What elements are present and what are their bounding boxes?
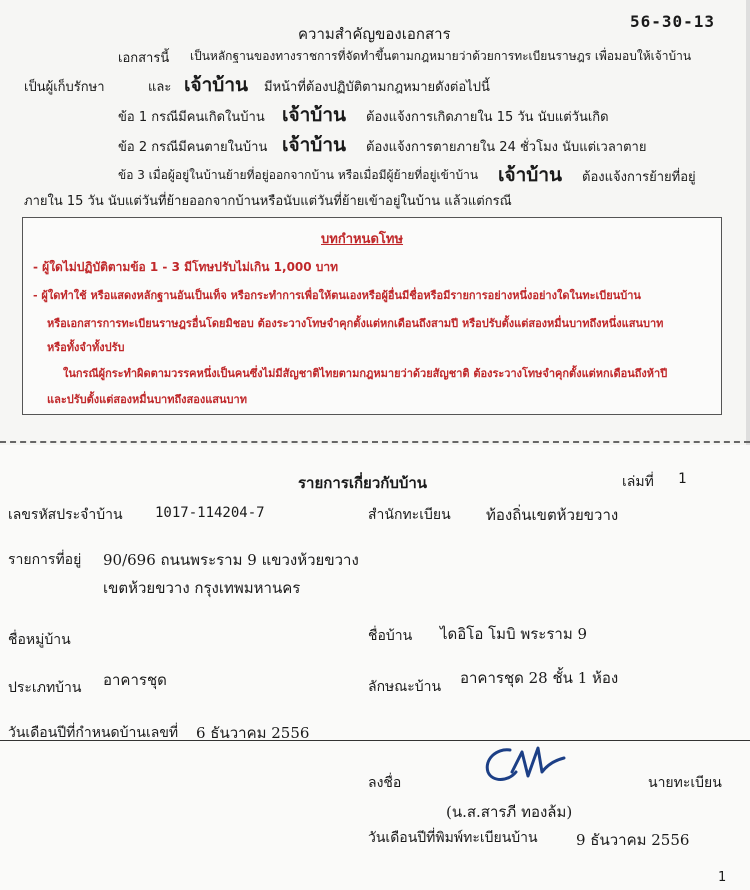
print-date-value: 9 ธันวาคม 2556 <box>576 831 690 849</box>
penalty-title: บทกำหนดโทษ <box>321 232 404 247</box>
house-section-title: รายการเกี่ยวกับบ้าน <box>298 474 428 492</box>
importance-p2-b: และ <box>148 80 172 95</box>
item2-duty: ต้องแจ้งการตายภายใน 24 ชั่วโมง นับแต่เวลาตาย <box>366 140 647 155</box>
tear-line <box>0 441 750 443</box>
village-label: ชื่อหมู่บ้าน <box>8 632 71 648</box>
house-code-label: เลขรหัสประจำบ้าน <box>8 507 123 523</box>
print-date-label: วันเดือนปีที่พิมพ์ทะเบียนบ้าน <box>368 830 538 846</box>
penalty-box <box>22 217 722 415</box>
importance-title: ความสำคัญของเอกสาร <box>298 25 451 43</box>
penalty-line-6: และปรับตั้งแต่สองหมื่นบาทถึงสองแสนบาท <box>47 393 247 406</box>
sign-label: ลงชื่อ <box>368 775 402 791</box>
registry-label: สำนักทะเบียน <box>368 507 451 523</box>
house-name-value: ไดอิโอ โมบิ พระราม 9 <box>440 625 588 643</box>
penalty-line-2: - ผู้ใดทำใช้ หรือแสดงหลักฐานอันเป็นเท็จ หรือกระทำการเพื่อให้ตนเองหรือผู้อื่นมีชื่อหรือมีรายการอย่างหนึ่งอย่างใดในทะเบียนบ้าน <box>33 289 641 302</box>
item3-duty: ต้องแจ้งการย้ายที่อยู่ <box>582 170 696 185</box>
item1-owner: เจ้าบ้าน <box>282 104 347 126</box>
item3-owner: เจ้าบ้าน <box>498 164 563 186</box>
importance-p2-a: เป็นผู้เก็บรักษา <box>24 80 105 95</box>
house-type-label: ประเภทบ้าน <box>8 680 82 696</box>
page-number: 1 <box>718 870 727 885</box>
address-line-2: เขตห้วยขวาง กรุงเทพมหานคร <box>103 579 301 597</box>
house-code-value: 1017-114204-7 <box>155 505 265 521</box>
registrar-signature <box>478 742 570 788</box>
assigned-date-value: 6 ธันวาคม 2556 <box>196 724 310 742</box>
volume-value: 1 <box>678 471 687 487</box>
section-divider <box>0 740 750 741</box>
item1-condition: ข้อ 1 กรณีมีคนเกิดในบ้าน <box>118 110 265 125</box>
importance-p2-owner: เจ้าบ้าน <box>184 74 249 96</box>
item1-duty: ต้องแจ้งการเกิดภายใน 15 วัน นับแต่วันเกิด <box>366 110 609 125</box>
registry-value: ท้องถิ่นเขตห้วยขวาง <box>486 506 619 524</box>
house-style-value: อาคารชุด 28 ชั้น 1 ห้อง <box>460 669 619 687</box>
volume-label: เล่มที่ <box>622 474 654 490</box>
item2-condition: ข้อ 2 กรณีมีคนตายในบ้าน <box>118 140 268 155</box>
importance-p2-d: มีหน้าที่ต้องปฏิบัติตามกฎหมายดังต่อไปนี้ <box>264 80 490 95</box>
document-code: 56-30-13 <box>630 12 716 31</box>
address-label: รายการที่อยู่ <box>8 552 82 568</box>
penalty-line-1: - ผู้ใดไม่ปฏิบัติตามข้อ 1 - 3 มีโทษปรับไม่เกิน 1,000 บาท <box>33 260 339 274</box>
registrar-role: นายทะเบียน <box>648 775 722 791</box>
house-style-label: ลักษณะบ้าน <box>368 679 442 695</box>
penalty-line-5: ในกรณีผู้กระทำผิดตามวรรคหนึ่งเป็นคนซึ่งไม่มีสัญชาติไทยตามกฎหมายว่าด้วยสัญชาติ ต้องระวางโทษจำคุกตั้งแต่หกเดือนถึงห้าปี <box>63 367 668 380</box>
importance-p1-a: เอกสารนี้ <box>118 51 170 66</box>
item3-condition: ข้อ 3 เมื่อผู้อยู่ในบ้านย้ายที่อยู่ออกจากบ้าน หรือเมื่อมีผู้ย้ายที่อยู่เข้าบ้าน <box>118 168 479 182</box>
address-line-1: 90/696 ถนนพระราม 9 แขวงห้วยขวาง <box>103 551 359 569</box>
house-type-value: อาคารชุด <box>103 671 167 689</box>
item3-line2: ภายใน 15 วัน นับแต่วันที่ย้ายออกจากบ้านหรือนับแต่วันที่ย้ายเข้าอยู่ในบ้าน แล้วแต่กรณี <box>24 194 512 209</box>
importance-p1-b: เป็นหลักฐานของทางราชการที่จัดทำขึ้นตามกฎหมายว่าด้วยการทะเบียนราษฎร เพื่อมอบให้เจ้าบ้าน <box>190 49 692 63</box>
assigned-date-label: วันเดือนปีที่กำหนดบ้านเลขที่ <box>8 725 179 741</box>
penalty-line-4: หรือทั้งจำทั้งปรับ <box>47 341 125 354</box>
registrar-name: (น.ส.สารภี ทองล้ม) <box>446 803 573 821</box>
item2-owner: เจ้าบ้าน <box>282 134 347 156</box>
house-name-label: ชื่อบ้าน <box>368 628 413 644</box>
penalty-line-3: หรือเอกสารการทะเบียนราษฎรอื่นโดยมิชอบ ต้องระวางโทษจำคุกตั้งแต่หกเดือนถึงสามปี หรือปรับตั้งแต่สองหมื่นบาทถึงหนึ่งแสนบาท <box>47 317 664 330</box>
